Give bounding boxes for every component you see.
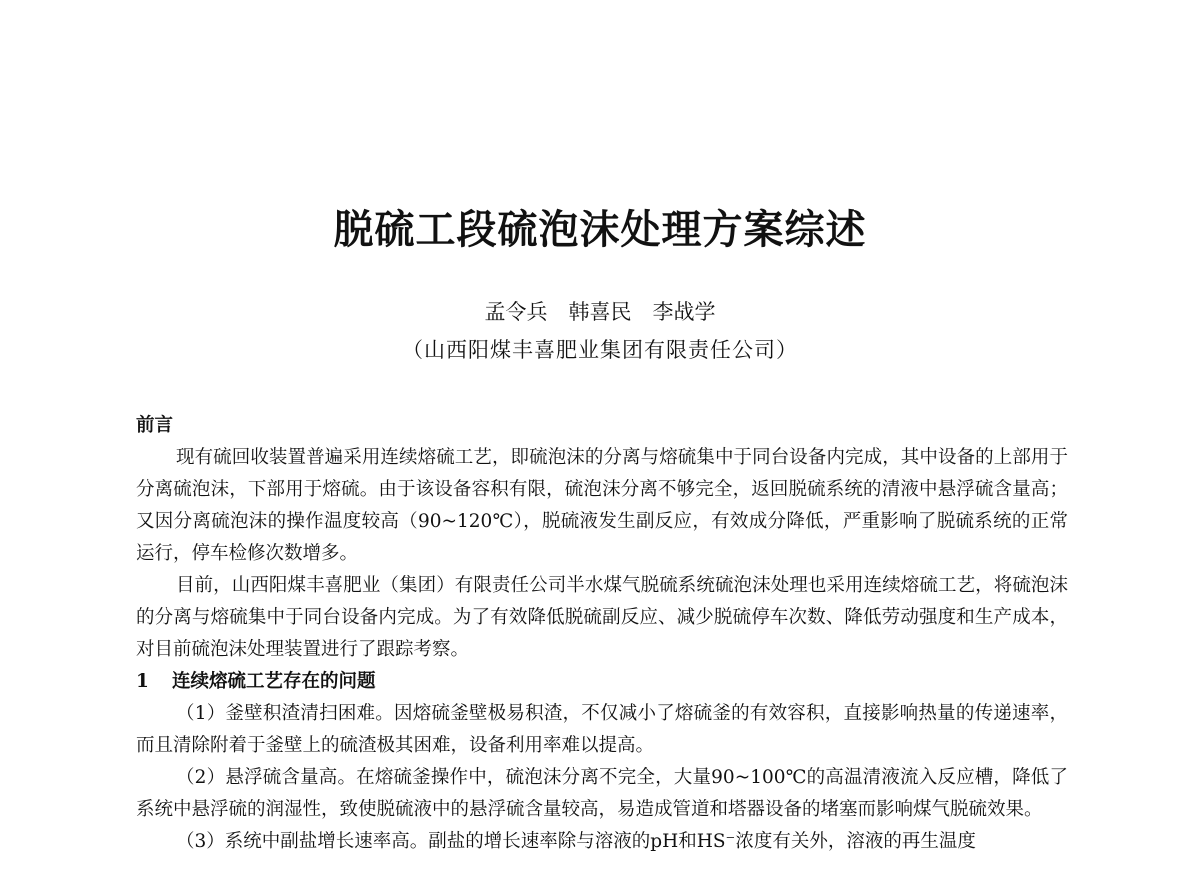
- preface-heading: 前言: [136, 415, 174, 436]
- preface-paragraph-1: 现有硫回收装置普遍采用连续熔硫工艺，即硫泡沫的分离与熔硫集中于同台设备内完成，其中设备的上部用于分离硫泡沫，下部用于熔硫。由于该设备容积有限，硫泡沫分离不够完全，返回脱硫系统的清液中悬浮硫含量高；又因分离硫泡沫的操作温度较高（90~120℃），脱硫液发生副反应，有效成分降低，严重影响了脱硫系统的正常运行，停车检修次数增多。: [136, 447, 1068, 564]
- section-1-title: 连续熔硫工艺存在的问题: [172, 671, 376, 692]
- section-1-paragraph-2: （2）悬浮硫含量高。在熔硫釜操作中，硫泡沫分离不完全，大量90~100℃的高温清液流入反应槽，降低了系统中悬浮硫的润湿性，致使脱硫液中的悬浮硫含量较高，易造成管道和塔器设备的堵塞而影响煤气脱硫效果。: [136, 767, 1068, 820]
- preface-paragraph-2: 目前，山西阳煤丰喜肥业（集团）有限责任公司半水煤气脱硫系统硫泡沫处理也采用连续熔硫工艺，将硫泡沫的分离与熔硫集中于同台设备内完成。为了有效降低脱硫副反应、减少脱硫停车次数、降低劳动强度和生产成本，对目前硫泡沫处理装置进行了跟踪考察。: [136, 575, 1068, 660]
- author-affiliation: （山西阳煤丰喜肥业集团有限责任公司）: [402, 338, 798, 362]
- author-list: 孟令兵 韩喜民 李战学: [484, 300, 716, 324]
- section-1-paragraph-3: （3）系统中副盐增长速率高。副盐的增长速率除与溶液的pH和HS⁻浓度有关外，溶液的再生温度: [176, 831, 976, 852]
- section-1-heading: [136, 666, 1068, 698]
- section-1-number: 1: [136, 671, 149, 692]
- paper-title: 脱硫工段硫泡沫处理方案综述: [333, 206, 867, 253]
- section-1-paragraph-1: （1）釜壁积渣清扫困难。因熔硫釜壁极易积渣，不仅减小了熔硫釜的有效容积，直接影响热量的传递速率，而且清除附着于釜壁上的硫渣极其困难，设备利用率难以提高。: [136, 703, 1068, 756]
- body-text: [136, 410, 1068, 858]
